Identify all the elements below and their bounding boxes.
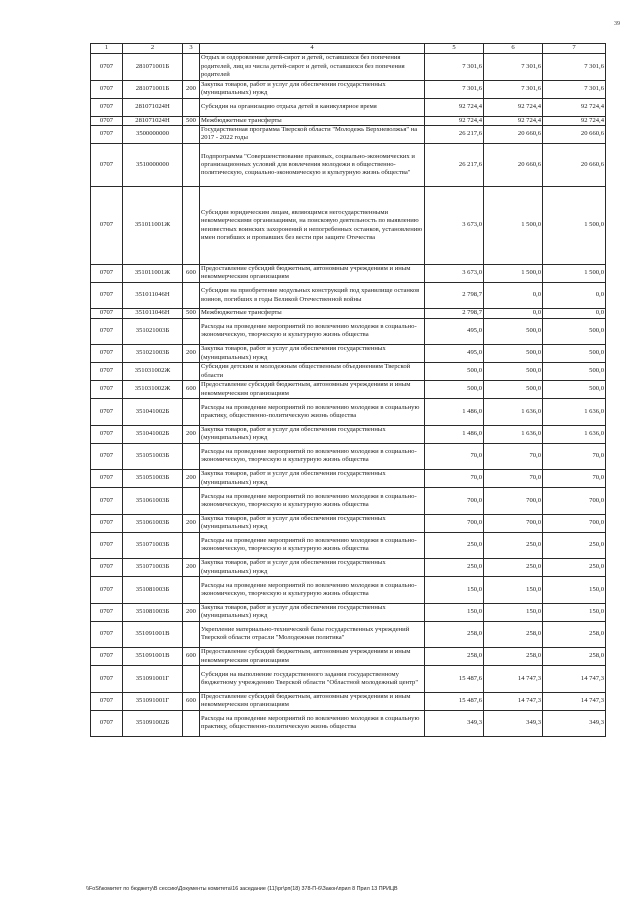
section-code-cell: 0707 (91, 514, 123, 532)
amount-year2-cell: 1 636,0 (484, 425, 543, 443)
amount-year1-cell: 7 301,6 (425, 80, 484, 98)
table-row (91, 399, 606, 426)
amount-year1-cell: 3 673,0 (425, 264, 484, 282)
amount-year3-cell: 700,0 (543, 488, 606, 515)
table-row (91, 648, 606, 666)
expense-type-cell: 200 (183, 80, 200, 98)
item-name-cell: Предоставление субсидий бюджетным, автономным учреждениям и иным некоммерческим организациям (200, 381, 425, 399)
item-name-cell: Расходы на проведение мероприятий по вовлечению молодежи в социально-экономическую, творческую и культурную жизнь общества (200, 443, 425, 470)
table-row (91, 443, 606, 470)
item-name-cell: Закупка товаров, работ и услуг для обеспечения государственных (муниципальных) нужд (200, 425, 425, 443)
amount-year2-cell: 250,0 (484, 559, 543, 577)
amount-year1-cell: 500,0 (425, 363, 484, 381)
expense-type-cell: 200 (183, 514, 200, 532)
amount-year2-cell: 0,0 (484, 309, 543, 318)
amount-year2-cell: 500,0 (484, 318, 543, 345)
section-code-cell: 0707 (91, 488, 123, 515)
table-row (91, 514, 606, 532)
section-code-cell: 0707 (91, 648, 123, 666)
section-code-cell: 0707 (91, 318, 123, 345)
section-code-cell: 0707 (91, 559, 123, 577)
amount-year3-cell: 258,0 (543, 621, 606, 648)
amount-year1-cell: 2 798,7 (425, 309, 484, 318)
item-name-cell: Отдых и оздоровление детей-сирот и детей, оставшихся без попечения родителей, лиц из числа детей-сирот и детей, оставшихся без попечения родителей (200, 54, 425, 81)
table-row (91, 559, 606, 577)
section-code-cell: 0707 (91, 143, 123, 187)
amount-year1-cell: 26 217,6 (425, 143, 484, 187)
table-body (91, 54, 606, 737)
amount-year1-cell: 495,0 (425, 345, 484, 363)
amount-year1-cell: 700,0 (425, 514, 484, 532)
table-row (91, 488, 606, 515)
item-name-cell: Закупка товаров, работ и услуг для обеспечения государственных (муниципальных) нужд (200, 80, 425, 98)
target-article-cell: 351031002Ж (123, 381, 183, 399)
section-code-cell: 0707 (91, 381, 123, 399)
expense-type-cell: 200 (183, 603, 200, 621)
target-article-cell: 281071024Н (123, 98, 183, 116)
table-row (91, 143, 606, 187)
expense-type-cell: 500 (183, 116, 200, 125)
column-header: 4 (200, 44, 425, 54)
target-article-cell: 281071001Б (123, 54, 183, 81)
section-code-cell: 0707 (91, 282, 123, 309)
table-row (91, 470, 606, 488)
amount-year3-cell: 1 500,0 (543, 187, 606, 265)
amount-year2-cell: 92 724,4 (484, 116, 543, 125)
section-code-cell: 0707 (91, 309, 123, 318)
amount-year1-cell: 258,0 (425, 621, 484, 648)
section-code-cell: 0707 (91, 666, 123, 693)
amount-year2-cell: 500,0 (484, 363, 543, 381)
expense-type-cell: 500 (183, 309, 200, 318)
table-row (91, 80, 606, 98)
amount-year3-cell: 20 660,6 (543, 125, 606, 143)
amount-year2-cell: 14 747,3 (484, 666, 543, 693)
table-row (91, 381, 606, 399)
table-row (91, 425, 606, 443)
target-article-cell: 351051003Б (123, 470, 183, 488)
column-header: 5 (425, 44, 484, 54)
expense-type-cell (183, 666, 200, 693)
item-name-cell: Расходы на проведение мероприятий по вовлечению молодежи в социально-экономическую, творческую и культурную жизнь общества (200, 532, 425, 559)
amount-year1-cell: 92 724,4 (425, 98, 484, 116)
expense-type-cell (183, 143, 200, 187)
item-name-cell: Предоставление субсидий бюджетным, автономным учреждениям и иным некоммерческим организациям (200, 648, 425, 666)
item-name-cell: Субсидии на приобретение модульных конструкций под хранилище останков воинов, погибших в годы Великой Отечественной войны (200, 282, 425, 309)
amount-year2-cell: 700,0 (484, 488, 543, 515)
target-article-cell: 351091001В (123, 648, 183, 666)
item-name-cell: Субсидия на организацию отдыха детей в каникулярное время (200, 98, 425, 116)
amount-year3-cell: 92 724,4 (543, 98, 606, 116)
item-name-cell: Закупка товаров, работ и услуг для обеспечения государственных (муниципальных) нужд (200, 345, 425, 363)
table-row (91, 98, 606, 116)
item-name-cell: Укрепление материально-технической базы государственных учреждений Тверской области отрасли "Молодежная политика" (200, 621, 425, 648)
section-code-cell: 0707 (91, 692, 123, 710)
amount-year2-cell: 70,0 (484, 470, 543, 488)
section-code-cell: 0707 (91, 264, 123, 282)
expense-type-cell: 200 (183, 425, 200, 443)
table-header-row (91, 44, 606, 54)
target-article-cell: 3510000000 (123, 143, 183, 187)
footer-file-path: \\FoSt\комитет по бюджету\В сессию\Документы комитета\16 заседание (11)\рг\рп(18) 378-П-6\Закон\прил 8 Прил 13 ПРИЦВ (86, 886, 398, 892)
expense-type-cell (183, 125, 200, 143)
amount-year3-cell: 250,0 (543, 532, 606, 559)
section-code-cell: 0707 (91, 399, 123, 426)
amount-year2-cell: 258,0 (484, 621, 543, 648)
table-row (91, 666, 606, 693)
table-row (91, 363, 606, 381)
section-code-cell: 0707 (91, 116, 123, 125)
amount-year2-cell: 500,0 (484, 345, 543, 363)
amount-year1-cell: 500,0 (425, 381, 484, 399)
amount-year2-cell: 258,0 (484, 648, 543, 666)
table-row (91, 187, 606, 265)
expense-type-cell: 200 (183, 559, 200, 577)
amount-year3-cell: 7 301,6 (543, 80, 606, 98)
amount-year1-cell: 700,0 (425, 488, 484, 515)
target-article-cell: 351031002Ж (123, 363, 183, 381)
item-name-cell: Расходы на проведение мероприятий по вовлечению молодежи в социально-экономическую, творческую и культурную жизнь общества (200, 577, 425, 604)
amount-year2-cell: 1 500,0 (484, 187, 543, 265)
column-header: 7 (543, 44, 606, 54)
target-article-cell: 351091001Г (123, 692, 183, 710)
amount-year1-cell: 150,0 (425, 577, 484, 604)
item-name-cell: Закупка товаров, работ и услуг для обеспечения государственных (муниципальных) нужд (200, 470, 425, 488)
amount-year3-cell: 14 747,3 (543, 692, 606, 710)
amount-year1-cell: 258,0 (425, 648, 484, 666)
table-row (91, 621, 606, 648)
amount-year2-cell: 92 724,4 (484, 98, 543, 116)
expense-type-cell (183, 54, 200, 81)
expense-type-cell: 600 (183, 381, 200, 399)
amount-year3-cell: 150,0 (543, 577, 606, 604)
item-name-cell: Расходы на проведение мероприятий по вовлечению молодежи в социальную практику, общественно-политическую жизнь общества (200, 399, 425, 426)
amount-year3-cell: 500,0 (543, 345, 606, 363)
amount-year3-cell: 1 636,0 (543, 425, 606, 443)
amount-year2-cell: 349,3 (484, 710, 543, 737)
expense-type-cell (183, 488, 200, 515)
amount-year2-cell: 150,0 (484, 577, 543, 604)
amount-year3-cell: 7 301,6 (543, 54, 606, 81)
expense-type-cell (183, 621, 200, 648)
section-code-cell: 0707 (91, 345, 123, 363)
amount-year3-cell: 349,3 (543, 710, 606, 737)
target-article-cell: 351091001В (123, 621, 183, 648)
amount-year3-cell: 1 500,0 (543, 264, 606, 282)
expense-type-cell (183, 577, 200, 604)
item-name-cell: Подпрограмма "Совершенствование правовых, социально-экономических и организационных условий для вовлечения молодежи в общественно-политическую, социально-экономическую и культурную жизнь общества" (200, 143, 425, 187)
page-number: 39 (614, 21, 620, 27)
item-name-cell: Межбюджетные трансферты (200, 116, 425, 125)
section-code-cell: 0707 (91, 125, 123, 143)
item-name-cell: Предоставление субсидий бюджетным, автономным учреждениям и иным некоммерческим организациям (200, 692, 425, 710)
item-name-cell: Закупка товаров, работ и услуг для обеспечения государственных (муниципальных) нужд (200, 559, 425, 577)
amount-year3-cell: 0,0 (543, 309, 606, 318)
target-article-cell: 351081003Б (123, 603, 183, 621)
amount-year3-cell: 20 660,6 (543, 143, 606, 187)
target-article-cell: 351071003Б (123, 559, 183, 577)
item-name-cell: Субсидии детским и молодежным общественным объединениям Тверской области (200, 363, 425, 381)
expense-type-cell (183, 399, 200, 426)
item-name-cell: Расходы на проведение мероприятий по вовлечению молодежи в социально-экономическую, творческую и культурную жизнь общества (200, 488, 425, 515)
amount-year1-cell: 2 798,7 (425, 282, 484, 309)
table-row (91, 692, 606, 710)
table-row (91, 309, 606, 318)
amount-year2-cell: 250,0 (484, 532, 543, 559)
amount-year1-cell: 1 486,0 (425, 425, 484, 443)
expense-type-cell (183, 318, 200, 345)
section-code-cell: 0707 (91, 443, 123, 470)
target-article-cell: 351061003Б (123, 514, 183, 532)
amount-year2-cell: 500,0 (484, 381, 543, 399)
amount-year2-cell: 150,0 (484, 603, 543, 621)
target-article-cell: 351021003Б (123, 345, 183, 363)
expense-type-cell: 200 (183, 470, 200, 488)
section-code-cell: 0707 (91, 470, 123, 488)
amount-year1-cell: 15 487,6 (425, 666, 484, 693)
amount-year3-cell: 258,0 (543, 648, 606, 666)
amount-year1-cell: 250,0 (425, 559, 484, 577)
section-code-cell: 0707 (91, 363, 123, 381)
table-row (91, 710, 606, 737)
item-name-cell: Государственная программа Тверской области "Молодежь Верхневолжья" на 2017 - 2022 годы (200, 125, 425, 143)
expense-type-cell: 600 (183, 648, 200, 666)
target-article-cell: 281071024Н (123, 116, 183, 125)
target-article-cell: 351041002Б (123, 425, 183, 443)
column-header: 3 (183, 44, 200, 54)
expense-type-cell: 200 (183, 345, 200, 363)
amount-year3-cell: 500,0 (543, 363, 606, 381)
expense-type-cell: 600 (183, 264, 200, 282)
item-name-cell: Субсидии юридическим лицам, являющимся негосударственными некоммерческими организациями, на поисковую деятельность по выявлению неизвестных воинских захоронений и непогребенных останков, установлению имен погибших и пропавших без вести при защите Отечества (200, 187, 425, 265)
section-code-cell: 0707 (91, 621, 123, 648)
amount-year2-cell: 1 636,0 (484, 399, 543, 426)
amount-year3-cell: 70,0 (543, 470, 606, 488)
amount-year3-cell: 1 636,0 (543, 399, 606, 426)
amount-year2-cell: 70,0 (484, 443, 543, 470)
table-row (91, 116, 606, 125)
amount-year2-cell: 7 301,6 (484, 80, 543, 98)
table-row (91, 532, 606, 559)
amount-year1-cell: 70,0 (425, 470, 484, 488)
target-article-cell: 351011046Н (123, 309, 183, 318)
table-row (91, 345, 606, 363)
amount-year2-cell: 0,0 (484, 282, 543, 309)
item-name-cell: Межбюджетные трансферты (200, 309, 425, 318)
target-article-cell: 351011001Ж (123, 264, 183, 282)
expense-type-cell (183, 187, 200, 265)
section-code-cell: 0707 (91, 98, 123, 116)
item-name-cell: Субсидия на выполнение государственного задания государственному бюджетному учреждению Тверской области "Областной молодежный центр" (200, 666, 425, 693)
amount-year2-cell: 7 301,6 (484, 54, 543, 81)
item-name-cell: Расходы на проведение мероприятий по вовлечению молодежи в социальную практику, общественно-политическую жизнь общества (200, 710, 425, 737)
amount-year1-cell: 70,0 (425, 443, 484, 470)
table-row (91, 264, 606, 282)
amount-year3-cell: 150,0 (543, 603, 606, 621)
column-header: 2 (123, 44, 183, 54)
amount-year1-cell: 495,0 (425, 318, 484, 345)
table-row (91, 318, 606, 345)
target-article-cell: 351061003Б (123, 488, 183, 515)
amount-year2-cell: 1 500,0 (484, 264, 543, 282)
target-article-cell: 351081003Б (123, 577, 183, 604)
amount-year3-cell: 92 724,4 (543, 116, 606, 125)
table-row (91, 282, 606, 309)
table-row (91, 603, 606, 621)
amount-year1-cell: 349,3 (425, 710, 484, 737)
amount-year3-cell: 700,0 (543, 514, 606, 532)
section-code-cell: 0707 (91, 54, 123, 81)
amount-year1-cell: 1 486,0 (425, 399, 484, 426)
item-name-cell: Закупка товаров, работ и услуг для обеспечения государственных (муниципальных) нужд (200, 514, 425, 532)
target-article-cell: 351051003Б (123, 443, 183, 470)
amount-year1-cell: 150,0 (425, 603, 484, 621)
target-article-cell: 3500000000 (123, 125, 183, 143)
expense-type-cell (183, 282, 200, 309)
table-row (91, 125, 606, 143)
section-code-cell: 0707 (91, 577, 123, 604)
target-article-cell: 351011046Н (123, 282, 183, 309)
target-article-cell: 351091002Б (123, 710, 183, 737)
expense-type-cell (183, 532, 200, 559)
amount-year3-cell: 500,0 (543, 318, 606, 345)
amount-year1-cell: 26 217,6 (425, 125, 484, 143)
target-article-cell: 351071003Б (123, 532, 183, 559)
section-code-cell: 0707 (91, 80, 123, 98)
amount-year1-cell: 15 487,6 (425, 692, 484, 710)
section-code-cell: 0707 (91, 532, 123, 559)
expense-type-cell: 600 (183, 692, 200, 710)
amount-year2-cell: 20 660,6 (484, 125, 543, 143)
target-article-cell: 351011001Ж (123, 187, 183, 265)
column-header: 1 (91, 44, 123, 54)
amount-year3-cell: 250,0 (543, 559, 606, 577)
section-code-cell: 0707 (91, 710, 123, 737)
table-row (91, 577, 606, 604)
expense-type-cell (183, 363, 200, 381)
amount-year3-cell: 500,0 (543, 381, 606, 399)
expense-type-cell (183, 710, 200, 737)
target-article-cell: 351091001Г (123, 666, 183, 693)
expense-type-cell (183, 443, 200, 470)
section-code-cell: 0707 (91, 187, 123, 265)
amount-year2-cell: 20 660,6 (484, 143, 543, 187)
item-name-cell: Закупка товаров, работ и услуг для обеспечения государственных (муниципальных) нужд (200, 603, 425, 621)
amount-year3-cell: 0,0 (543, 282, 606, 309)
amount-year1-cell: 3 673,0 (425, 187, 484, 265)
target-article-cell: 351041002Б (123, 399, 183, 426)
amount-year3-cell: 70,0 (543, 443, 606, 470)
item-name-cell: Расходы на проведение мероприятий по вовлечению молодежи в социально-экономическую, творческую и культурную жизнь общества (200, 318, 425, 345)
column-header: 6 (484, 44, 543, 54)
amount-year2-cell: 14 747,3 (484, 692, 543, 710)
amount-year1-cell: 7 301,6 (425, 54, 484, 81)
amount-year3-cell: 14 747,3 (543, 666, 606, 693)
amount-year2-cell: 700,0 (484, 514, 543, 532)
section-code-cell: 0707 (91, 603, 123, 621)
target-article-cell: 281071001Б (123, 80, 183, 98)
budget-table (90, 43, 606, 737)
target-article-cell: 351021003Б (123, 318, 183, 345)
item-name-cell: Предоставление субсидий бюджетным, автономным учреждениям и иным некоммерческим организациям (200, 264, 425, 282)
amount-year1-cell: 92 724,4 (425, 116, 484, 125)
section-code-cell: 0707 (91, 425, 123, 443)
amount-year1-cell: 250,0 (425, 532, 484, 559)
expense-type-cell (183, 98, 200, 116)
table-row (91, 54, 606, 81)
